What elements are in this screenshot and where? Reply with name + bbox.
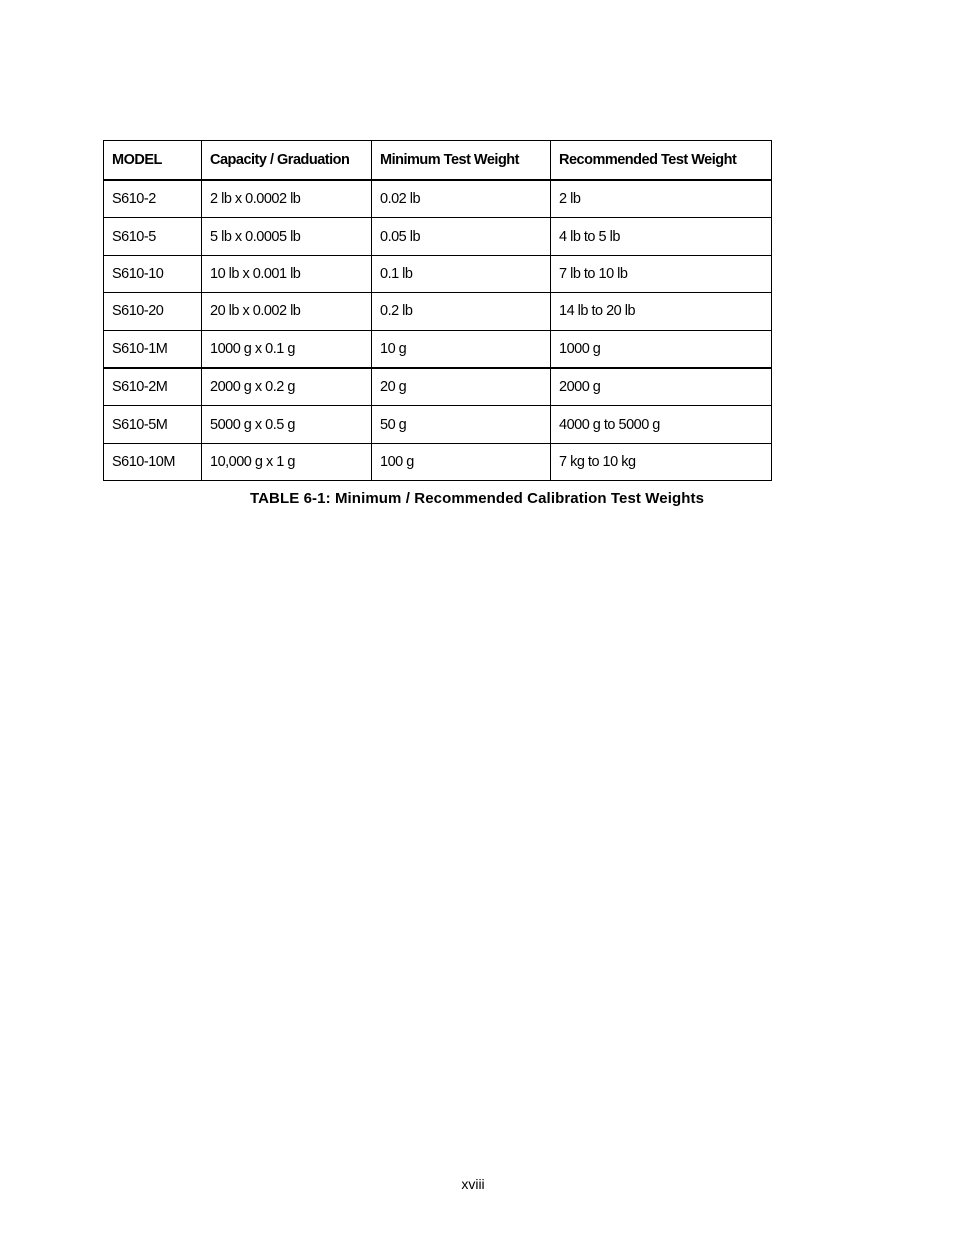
cell-recommended: 7 kg to 10 kg — [551, 443, 772, 480]
cell-recommended: 4000 g to 5000 g — [551, 406, 772, 443]
calibration-weights-table — [103, 140, 772, 481]
cell-minimum: 10 g — [372, 330, 551, 368]
table-row — [104, 255, 772, 292]
cell-recommended: 14 lb to 20 lb — [551, 293, 772, 330]
cell-capacity: 10,000 g x 1 g — [202, 443, 372, 480]
cell-model: S610-2 — [104, 180, 202, 218]
cell-capacity: 20 lb x 0.002 lb — [202, 293, 372, 330]
cell-recommended: 4 lb to 5 lb — [551, 218, 772, 255]
page-number: xviii — [461, 1176, 485, 1192]
cell-recommended: 2 lb — [551, 180, 772, 218]
cell-minimum: 0.02 lb — [372, 180, 551, 218]
header-model: MODEL — [104, 141, 202, 181]
cell-model: S610-10M — [104, 443, 202, 480]
cell-minimum: 100 g — [372, 443, 551, 480]
cell-minimum: 20 g — [372, 368, 551, 406]
cell-capacity: 5000 g x 0.5 g — [202, 406, 372, 443]
cell-model: S610-5 — [104, 218, 202, 255]
cell-model: S610-2M — [104, 368, 202, 406]
table-row — [104, 368, 772, 406]
table-row — [104, 218, 772, 255]
table-row — [104, 293, 772, 330]
table-header-row — [104, 141, 772, 181]
cell-capacity: 10 lb x 0.001 lb — [202, 255, 372, 292]
cell-recommended: 7 lb to 10 lb — [551, 255, 772, 292]
cell-recommended: 2000 g — [551, 368, 772, 406]
cell-minimum: 0.05 lb — [372, 218, 551, 255]
cell-capacity: 2 lb x 0.0002 lb — [202, 180, 372, 218]
cell-capacity: 5 lb x 0.0005 lb — [202, 218, 372, 255]
cell-minimum: 50 g — [372, 406, 551, 443]
header-minimum-test-weight: Minimum Test Weight — [372, 141, 551, 181]
cell-capacity: 1000 g x 0.1 g — [202, 330, 372, 368]
table-row — [104, 330, 772, 368]
cell-model: S610-20 — [104, 293, 202, 330]
table-caption: TABLE 6-1: Minimum / Recommended Calibration Test Weights — [249, 490, 705, 507]
cell-model: S610-10 — [104, 255, 202, 292]
cell-model: S610-5M — [104, 406, 202, 443]
table-row — [104, 406, 772, 443]
header-capacity-graduation: Capacity / Graduation — [202, 141, 372, 181]
cell-model: S610-1M — [104, 330, 202, 368]
cell-capacity: 2000 g x 0.2 g — [202, 368, 372, 406]
header-recommended-test-weight: Recommended Test Weight — [551, 141, 772, 181]
cell-minimum: 0.1 lb — [372, 255, 551, 292]
cell-minimum: 0.2 lb — [372, 293, 551, 330]
table-row — [104, 180, 772, 218]
table-row — [104, 443, 772, 480]
cell-recommended: 1000 g — [551, 330, 772, 368]
